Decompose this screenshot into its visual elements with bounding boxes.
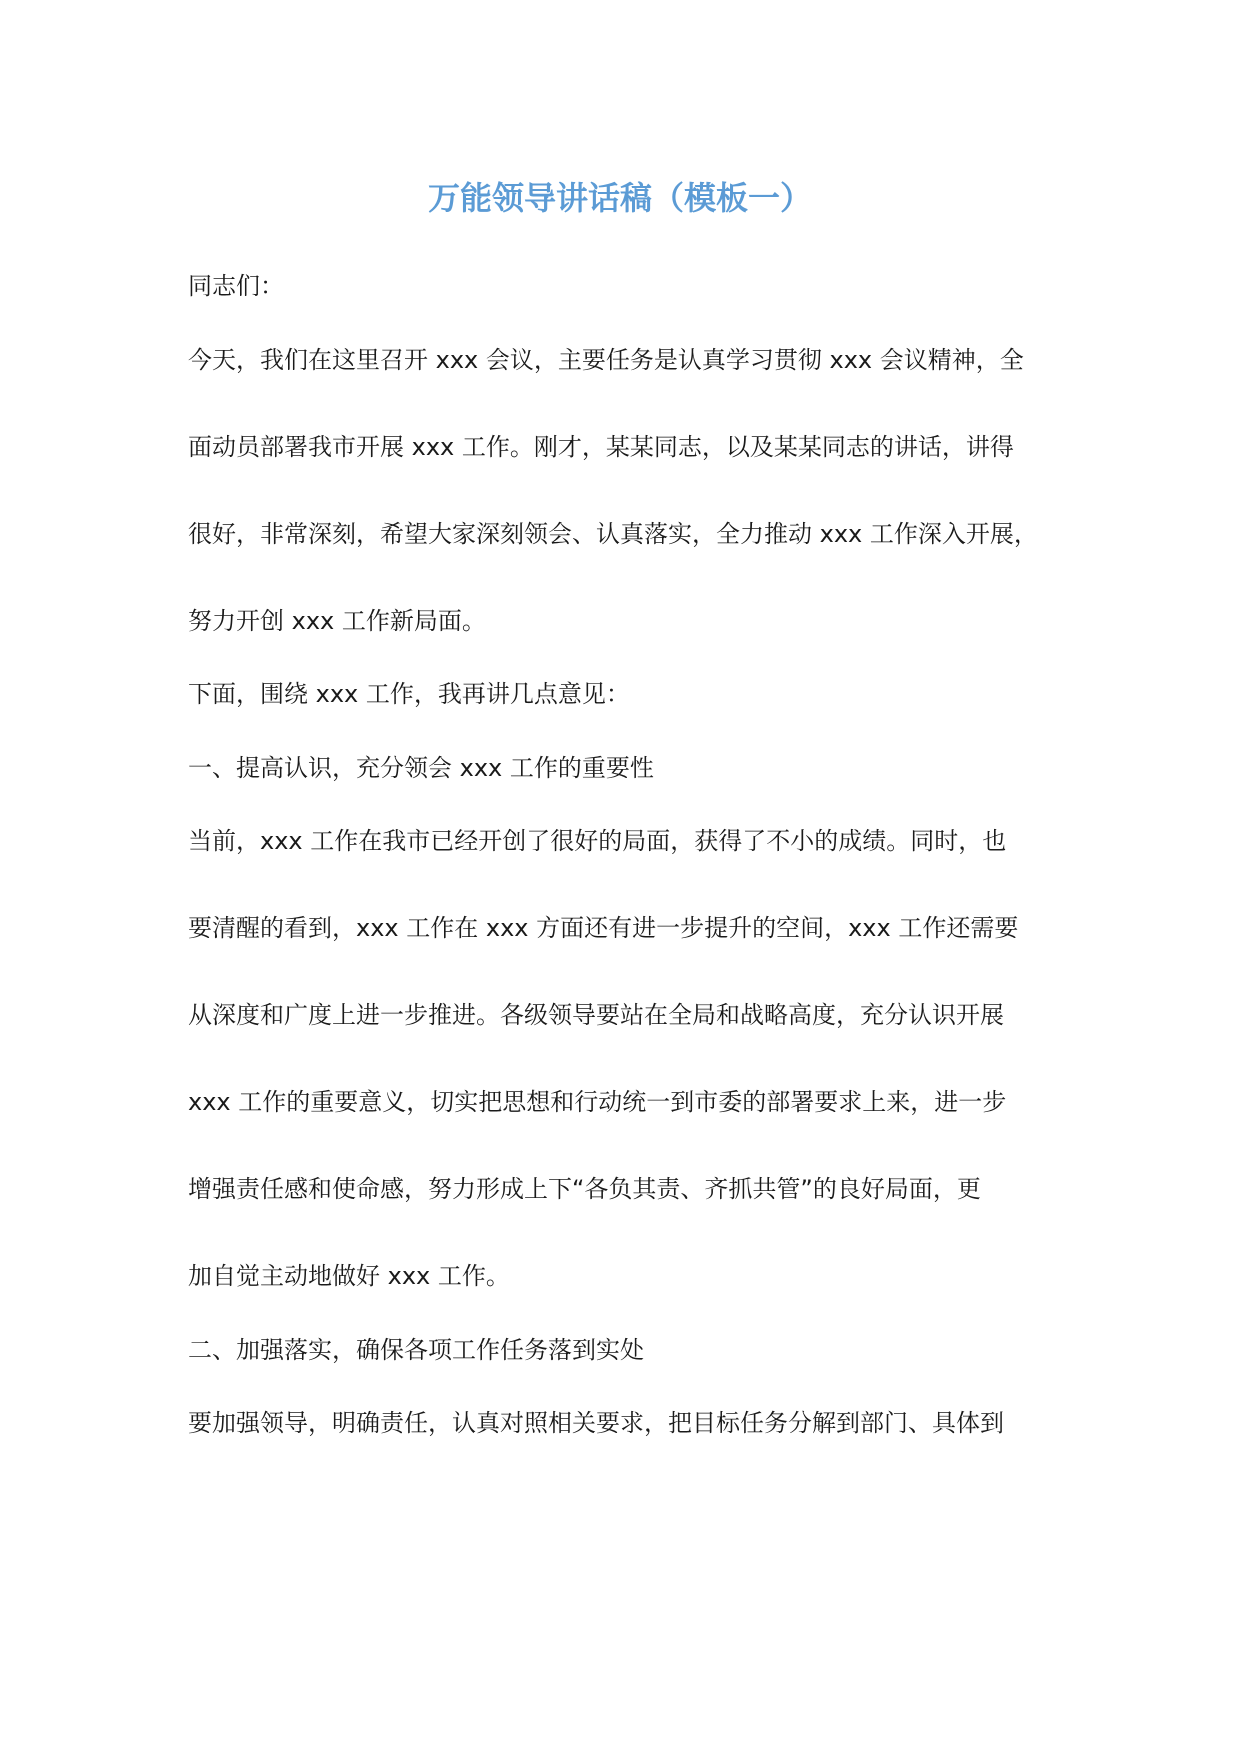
paragraph-line: xxx 工作的重要意义，切实把思想和行动统一到市委的部署要求上来，进一步 xyxy=(188,1088,1007,1116)
paragraph-line: 当前，xxx 工作在我市已经开创了很好的局面，获得了不小的成绩。同时，也 xyxy=(188,827,1007,855)
section-heading: 二、加强落实，确保各项工作任务落到实处 xyxy=(188,1336,644,1364)
paragraph-line: 面动员部署我市开展 xxx 工作。刚才，某某同志，以及某某同志的讲话，讲得 xyxy=(188,433,1014,461)
paragraph-line: 要加强领导，明确责任，认真对照相关要求，把目标任务分解到部门、具体到 xyxy=(188,1409,1004,1437)
paragraph-line: 要清醒的看到，xxx 工作在 xxx 方面还有进一步提升的空间，xxx 工作还需要 xyxy=(188,914,1019,942)
paragraph-line: 今天，我们在这里召开 xxx 会议，主要任务是认真学习贯彻 xxx 会议精神，全 xyxy=(188,346,1024,374)
paragraph-line: 增强责任感和使命感，努力形成上下“各负其责、齐抓共管”的良好局面，更 xyxy=(188,1175,981,1203)
paragraph-line: 加自觉主动地做好 xxx 工作。 xyxy=(188,1262,510,1290)
paragraph-line: 很好，非常深刻，希望大家深刻领会、认真落实，全力推动 xxx 工作深入开展， xyxy=(188,520,1038,548)
document-title: 万能领导讲话稿（模板一） xyxy=(427,179,812,217)
paragraph-line: 下面，围绕 xxx 工作，我再讲几点意见： xyxy=(188,680,630,708)
paragraph-line: 从深度和广度上进一步推进。各级领导要站在全局和战略高度，充分认识开展 xyxy=(188,1001,1004,1029)
section-heading: 一、提高认识，充分领会 xxx 工作的重要性 xyxy=(188,754,654,782)
salutation: 同志们： xyxy=(188,272,284,300)
paragraph-line: 努力开创 xxx 工作新局面。 xyxy=(188,607,486,635)
